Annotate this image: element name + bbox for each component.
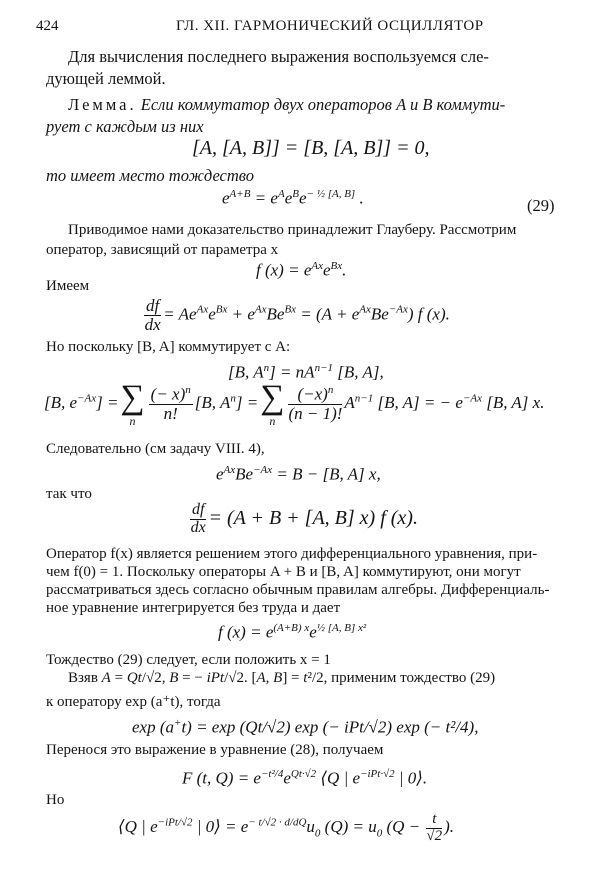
lemma-line: то имеет место тождество [46, 166, 254, 185]
paragraph-line: так что [46, 486, 92, 502]
lemma-label: Лемма. [68, 95, 137, 114]
page-number: 424 [36, 18, 59, 34]
equation-solution: f $(x) = e^{(A+B) x}e^{\frac{1}{2} [A, B] x^2}$ [218, 622, 367, 642]
paragraph-line: Для вычисления последнего выражения воспользуемся сле- [68, 47, 489, 66]
equation-number: (29) [527, 196, 555, 215]
paragraph-line: оператор, зависящий от параметра x [46, 242, 279, 258]
paragraph-line: Имеем [46, 278, 90, 294]
paragraph-line: дующей леммой. [46, 69, 166, 88]
equation-exp-a-dagger: exp (a+t) = exp (Qt/√2) exp (− iPt/√2) exp (− t²/4), [132, 717, 479, 737]
equation-commutator-exp: [B, $e^{-Ax}$] = ∑ n $\frac{(- x)^n}{n!}$ [B, $A^n$] = ∑ n $\frac{(-x)^n}{(n - 1)!}$ $A^{n-1}$ [B, A] = − $e^{-Ax}$ [B, A] x. [44, 379, 545, 428]
lemma-equation: [A, [A, B]] = [B, [A, B]] = 0, [192, 137, 430, 159]
paragraph-line: Но [46, 792, 65, 808]
running-title: ГЛ. XII. ГАРМОНИЧЕСКИЙ ОСЦИЛЛЯТОР [176, 18, 484, 34]
equation-f-definition: f $(x) = e^{Ax}e^{Bx}$. [256, 260, 347, 280]
paragraph-line: Но поскольку [B, A] коммутирует с A: [46, 339, 291, 355]
paragraph-line: рассматриваться здесь согласно обычным правилам алгебры. Дифференциаль- [46, 582, 550, 598]
paragraph-line: ное уравнение интегрируется без труда и дает [46, 600, 341, 616]
paragraph-line: Перенося это выражение в уравнение (28), получаем [46, 742, 384, 758]
paragraph-line: Тождество (29) следует, если положить x = 1 [46, 652, 331, 668]
lemma-line [68, 95, 505, 115]
equation-similarity: $e^{Ax}Be^{-Ax} = B - [B$, A] x, [216, 464, 381, 484]
paragraph-line: Следовательно (см задачу VIII. 4), [46, 441, 265, 457]
lemma-statement: Если коммутатор двух операторов A и B коммути- [140, 95, 506, 114]
lemma-line: рует с каждым из них [46, 117, 204, 136]
equation-final: ⟨Q | $e^{-iPt/√2}$ | 0⟩ = $e^{- t/√2 \cdot d/dQ}u_0$ $(Q) = u_0$ (Q − $\frac{t}{√2}$ ). [118, 811, 455, 844]
equation-differential: $\frac{df}{dx}$ = (A + B + [A, B] x) f (x). [190, 501, 418, 536]
equation-df-dx: $\frac{df}{dx}$ = $Ae^{Ax}e^{Bx} + e^{Ax}Be^{Bx} = (A + e^{Ax}Be^{-Ax})$ f (x). [144, 296, 450, 334]
paragraph-line: Взяв A = Qt/√2, B = − iPt/√2. [A, B] = t²/2, применим тождество (29) [68, 670, 496, 686]
equation-F: F (t, $Q) = e^{-t^2/4}e^{Qt\cdot√2}$ ⟨Q | $e^{-iPt\cdot√2}$ | 0⟩. [182, 768, 428, 788]
paragraph-line: Приводимое нами доказательство принадлежит Глауберу. Рассмотрим [68, 222, 517, 238]
paragraph-line: чем f(0) = 1. Поскольку операторы A + B и [B, A] коммутируют, они могут [46, 564, 521, 580]
paragraph-line: Оператор f(x) является решением этого дифференциального уравнения, при- [46, 546, 538, 562]
equation-29: $e^{A+B} = e^Ae^Be^{- \frac{1}{2} [A, B]}$ . [222, 188, 364, 208]
equation-commutator-power: [B, $A^n] = nA^{n-1}$ [B, A], [228, 362, 384, 382]
paragraph-line: к оператору exp (a⁺t), тогда [46, 694, 221, 710]
